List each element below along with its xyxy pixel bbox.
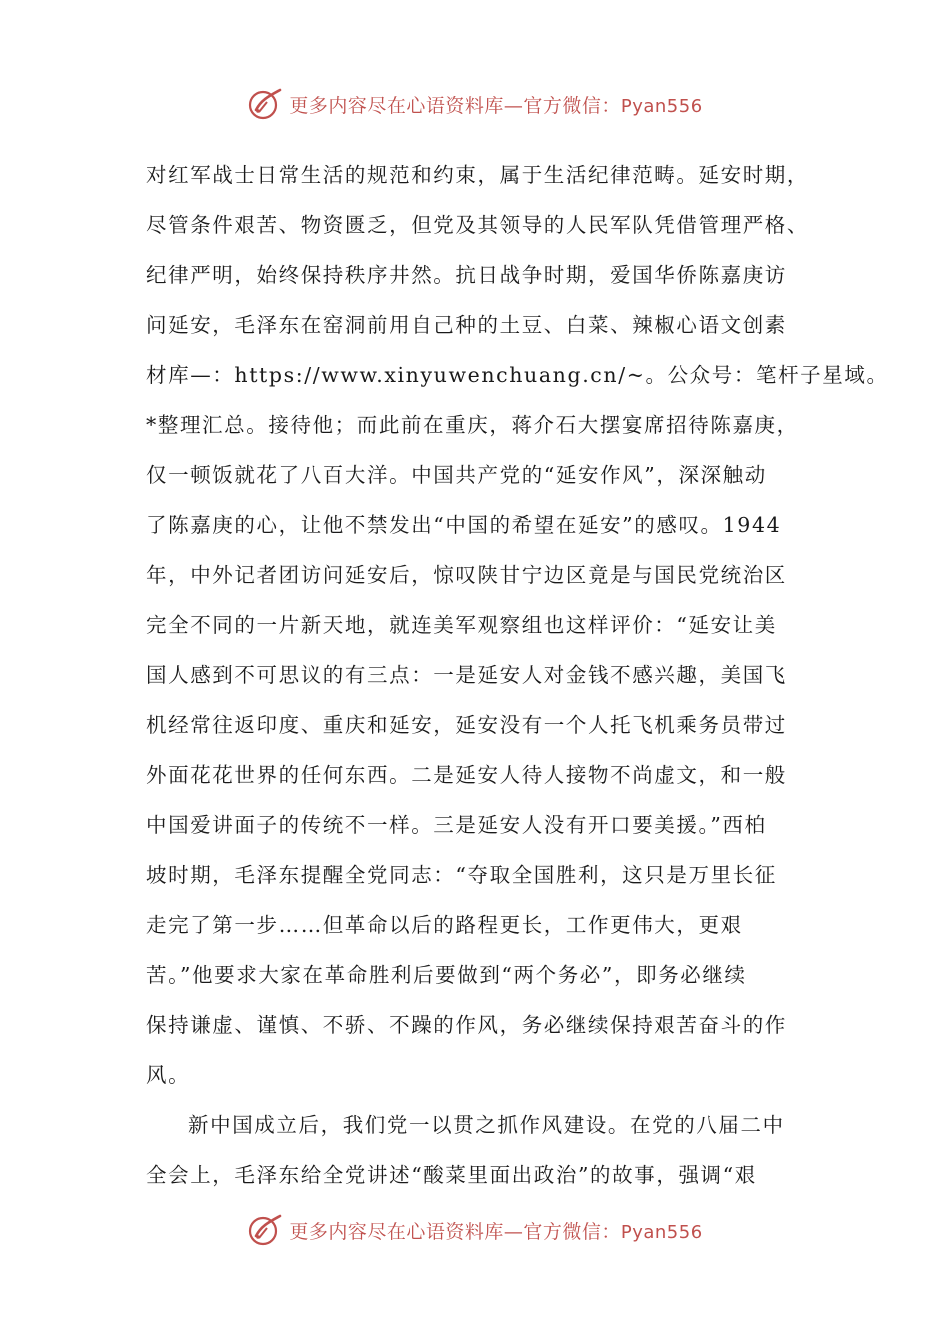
text-line: 中国爱讲面子的传统不一样。三是延安人没有开口要美援。”西柏 [146, 813, 767, 837]
text-line: 全会上，毛泽东给全党讲述“酸菜里面出政治”的故事，强调“艰 [146, 1163, 757, 1187]
footer-banner-text [289, 1217, 702, 1244]
text-line: 对红军战士日常生活的规范和约束，属于生活纪律范畴。延安时期， [146, 163, 809, 187]
pen-signature-icon [247, 86, 283, 122]
footer-banner [0, 1208, 950, 1252]
pen-signature-icon [247, 1212, 283, 1248]
text-line: 了陈嘉庚的心，让他不禁发出“中国的希望在延安”的感叹。1944 [146, 513, 782, 537]
banner-label: 官方微信： [523, 94, 621, 117]
paragraph-start-line: 新中国成立后，我们党一以贯之抓作风建设。在党的八届二中 [188, 1113, 785, 1137]
text-line: 完全不同的一片新天地，就连美军观察组也这样评价：“延安让美 [146, 613, 777, 637]
text-line: 机经常往返印度、重庆和延安，延安没有一个人托飞机乘务员带过 [146, 713, 787, 737]
text-line: 纪律严明，始终保持秩序井然。抗日战争时期，爱国华侨陈嘉庚访 [146, 263, 787, 287]
text-line: 坡时期，毛泽东提醒全党同志：“夺取全国胜利，这只是万里长征 [146, 863, 777, 887]
text-line: 材库—：https://www.xinyuwenchuang.cn/~。公众号：笔杆子星域。 [146, 363, 889, 387]
text-line: 走完了第一步……但革命以后的路程更长，工作更伟大，更艰 [146, 913, 743, 937]
header-banner [0, 82, 950, 126]
text-line: 国人感到不可思议的有三点：一是延安人对金钱不感兴趣，美国飞 [146, 663, 787, 687]
banner-dash: — [503, 1220, 524, 1243]
banner-main: 更多内容尽在心语资料库 [289, 1220, 504, 1243]
banner-wechat: Pyan556 [620, 1221, 703, 1243]
text-line: 保持谦虚、谨慎、不骄、不躁的作风，务必继续保持艰苦奋斗的作 [146, 1013, 787, 1037]
text-line: 风。 [146, 1063, 191, 1087]
header-banner-text [289, 91, 702, 118]
text-line: 仅一顿饭就花了八百大洋。中国共产党的“延安作风”，深深触动 [146, 463, 767, 487]
banner-main: 更多内容尽在心语资料库 [289, 94, 504, 117]
text-line: 尽管条件艰苦、物资匮乏，但党及其领导的人民军队凭借管理严格、 [146, 213, 809, 237]
text-line: 外面花花世界的任何东西。二是延安人待人接物不尚虚文，和一般 [146, 763, 787, 787]
text-line: 苦。”他要求大家在革命胜利后要做到“两个务必”，即务必继续 [146, 963, 747, 987]
banner-wechat: Pyan556 [620, 95, 703, 117]
document-body [146, 150, 889, 1200]
text-line: 问延安，毛泽东在窑洞前用自己种的土豆、白菜、辣椒心语文创素 [146, 313, 787, 337]
banner-dash: — [503, 94, 524, 117]
text-line: 年，中外记者团访问延安后，惊叹陕甘宁边区竟是与国民党统治区 [146, 563, 787, 587]
banner-label: 官方微信： [523, 1220, 621, 1243]
text-line: *整理汇总。接待他；而此前在重庆，蒋介石大摆宴席招待陈嘉庚， [146, 413, 799, 437]
